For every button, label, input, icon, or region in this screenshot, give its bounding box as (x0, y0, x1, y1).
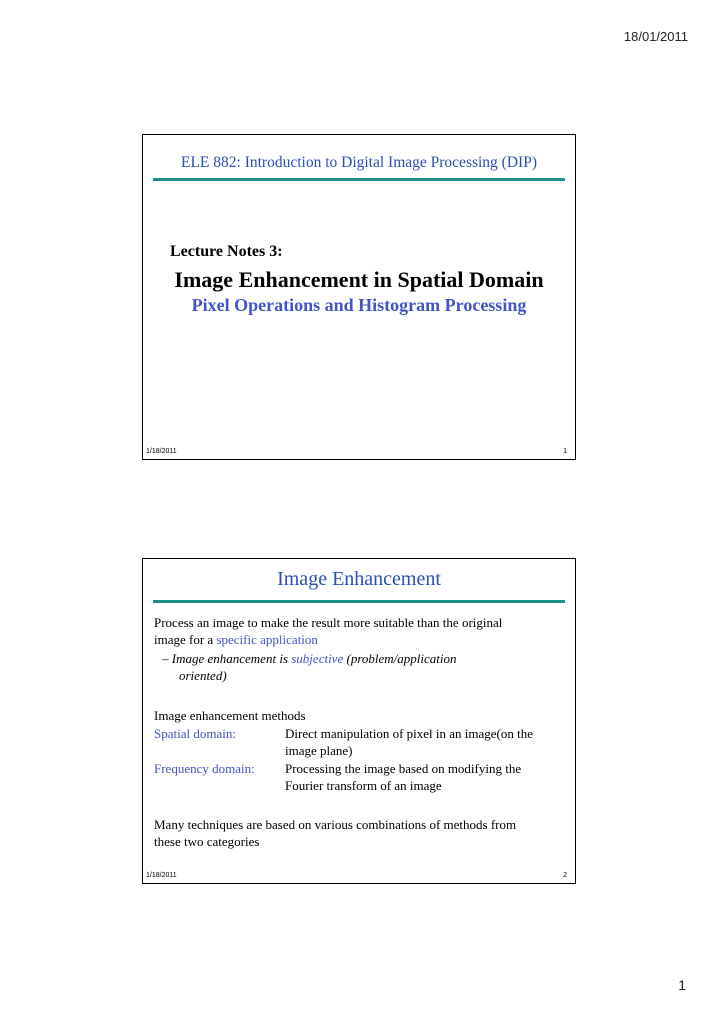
intro-paragraph (154, 614, 569, 648)
slide-footer-number: 2 (563, 872, 567, 879)
bullet-dash: – (162, 651, 169, 666)
intro-line-2: image for a specific application (154, 632, 318, 647)
specific-application-text: specific application (216, 632, 318, 647)
method-description: Processing the image based on modifying the Fourier transform of an image (285, 761, 522, 793)
lecture-subtitle: Pixel Operations and Histogram Processing (191, 295, 527, 315)
slide-footer-number: 1 (563, 448, 567, 455)
title-rule (153, 600, 565, 603)
lecture-label: Lecture Notes 3: (170, 243, 283, 260)
subjective-bullet: – Image enhancement is subjective (problem/application oriented) (162, 650, 542, 684)
slide-title: Image Enhancement (277, 568, 441, 590)
closing-paragraph: Many techniques are based on various combinations of methods from these two categories (154, 817, 517, 849)
method-description: Direct manipulation of pixel in an image(on the image plane) (285, 726, 534, 758)
slide-footer-date: 1/18/2011 (146, 448, 177, 455)
page-date: 18/01/2011 (623, 29, 688, 44)
methods-heading: Image enhancement methods (154, 708, 306, 723)
lecture-title: Image Enhancement in Spatial Domain (174, 267, 544, 292)
bullet-line-2: oriented) (179, 668, 227, 683)
subjective-text: subjective (291, 651, 344, 666)
method-term: Frequency domain: (154, 761, 255, 776)
slide-footer-date: 1/18/2011 (146, 872, 177, 879)
slide-2 (142, 558, 576, 884)
intro-line-1: Process an image to make the result more suitable than the original (154, 615, 503, 630)
slide-1 (142, 134, 576, 460)
method-term: Spatial domain: (154, 726, 236, 741)
page-number: 1 (678, 977, 686, 993)
course-title: ELE 882: Introduction to Digital Image Processing (DIP) (180, 154, 537, 171)
title-rule (153, 178, 565, 181)
